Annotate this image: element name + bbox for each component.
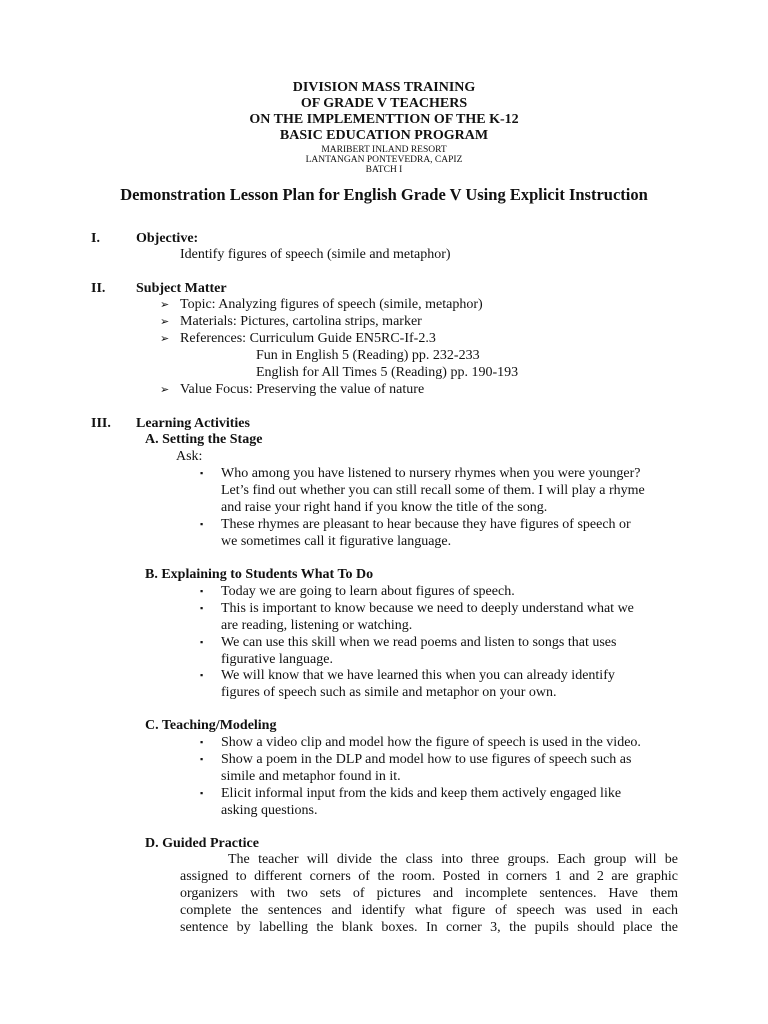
topic-text: Topic: Analyzing figures of speech (simile, metaphor)	[180, 297, 483, 312]
subsection-d-heading: D. Guided Practice	[145, 836, 259, 851]
a-bullet-1-line-3: and raise your right hand if you know the title of the song.	[221, 500, 548, 515]
square-bullet-icon: ▪	[200, 754, 204, 764]
section-1-heading: Objective:	[136, 231, 199, 246]
reference-line-3: English for All Times 5 (Reading) pp. 190-193	[256, 365, 519, 380]
section-3-numeral: III.	[91, 416, 111, 431]
square-bullet-icon: ▪	[200, 788, 204, 798]
b-bullet-2-line-2: are reading, listening or watching.	[221, 618, 413, 633]
a-bullet-1-line-2: Let’s find out whether you can still recall some of them. I will play a rhyme	[221, 483, 645, 498]
d-paragraph-line-3: organizers with two sets of pictures and incomplete sentences. Have them	[180, 886, 678, 901]
arrow-bullet-icon: ➢	[160, 333, 170, 345]
subsection-a-heading: A. Setting the Stage	[145, 432, 263, 447]
square-bullet-icon: ▪	[200, 519, 204, 529]
arrow-bullet-icon: ➢	[160, 384, 170, 396]
section-2-numeral: II.	[91, 281, 106, 296]
arrow-bullet-icon: ➢	[160, 299, 170, 311]
c-bullet-2-line-1: Show a poem in the DLP and model how to use figures of speech such as	[221, 752, 632, 767]
a-bullet-1-line-1: Who among you have listened to nursery rhymes when you were younger?	[221, 466, 641, 481]
header-line-1: DIVISION MASS TRAINING	[292, 80, 476, 95]
d-paragraph-line-2: assigned to different corners of the room. Posted in corners 1 and 2 are graphic	[180, 869, 678, 884]
materials-text: Materials: Pictures, cartolina strips, marker	[180, 314, 422, 329]
section-1-numeral: I.	[91, 231, 100, 246]
square-bullet-icon: ▪	[200, 670, 204, 680]
b-bullet-2-line-1: This is important to know because we need to deeply understand what we	[221, 601, 634, 616]
venue-line-2: LANTANGAN PONTEVEDRA, CAPIZ	[305, 155, 463, 165]
references-text: References: Curriculum Guide EN5RC-If-2.3	[180, 331, 436, 346]
c-bullet-3-line-1: Elicit informal input from the kids and keep them actively engaged like	[221, 786, 622, 801]
c-bullet-1: Show a video clip and model how the figure of speech is used in the video.	[221, 735, 641, 750]
b-bullet-3-line-2: figurative language.	[221, 652, 333, 667]
header-line-3: ON THE IMPLEMENTTION OF THE K-12	[249, 112, 519, 127]
d-paragraph-line-4: complete the sentences and identify what figure of speech was used in each	[180, 903, 678, 918]
reference-line-2: Fun in English 5 (Reading) pp. 232-233	[256, 348, 480, 363]
header-line-4: BASIC EDUCATION PROGRAM	[279, 128, 489, 143]
b-bullet-3-line-1: We can use this skill when we read poems and listen to songs that uses	[221, 635, 617, 650]
batch-line: BATCH I	[365, 165, 403, 175]
value-focus-text: Value Focus: Preserving the value of nature	[180, 382, 425, 397]
a-bullet-2-line-2: we sometimes call it figurative language.	[221, 534, 452, 549]
square-bullet-icon: ▪	[200, 637, 204, 647]
c-bullet-2-line-2: simile and metaphor found in it.	[221, 769, 401, 784]
section-3-heading: Learning Activities	[136, 416, 250, 431]
objective-text: Identify figures of speech (simile and metaphor)	[180, 247, 451, 262]
a-bullet-2-line-1: These rhymes are pleasant to hear because they have figures of speech or	[221, 517, 631, 532]
subsection-c-heading: C. Teaching/Modeling	[145, 718, 277, 733]
arrow-bullet-icon: ➢	[160, 316, 170, 328]
square-bullet-icon: ▪	[200, 603, 204, 613]
c-bullet-3-line-2: asking questions.	[221, 803, 318, 818]
venue-line-1: MARIBERT INLAND RESORT	[321, 145, 447, 155]
section-2-heading: Subject Matter	[136, 281, 227, 296]
d-paragraph-line-5: sentence by labelling the blank boxes. In corner 3, the pupils should place the	[180, 920, 678, 935]
square-bullet-icon: ▪	[200, 586, 204, 596]
square-bullet-icon: ▪	[200, 737, 204, 747]
b-bullet-4-line-2: figures of speech such as simile and metaphor on your own.	[221, 685, 557, 700]
ask-label: Ask:	[176, 449, 203, 464]
header-line-2: OF GRADE V TEACHERS	[300, 96, 468, 111]
d-paragraph-line-1: The teacher will divide the class into three groups. Each group will be	[228, 852, 678, 867]
b-bullet-4-line-1: We will know that we have learned this when you can already identify	[221, 668, 615, 683]
b-bullet-1: Today we are going to learn about figures of speech.	[221, 584, 515, 599]
subsection-b-heading: B. Explaining to Students What To Do	[145, 567, 374, 582]
page-title: Demonstration Lesson Plan for English Grade V Using Explicit Instruction	[120, 185, 648, 204]
square-bullet-icon: ▪	[200, 468, 204, 478]
